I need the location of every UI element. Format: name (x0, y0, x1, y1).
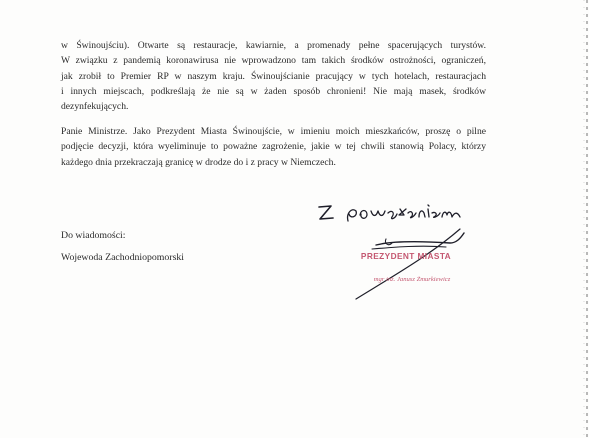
paragraph-1 (61, 38, 486, 114)
paragraph-line: Panie Ministrze. Jako Prezydent Miasta Świnoujście, w imieniu moich mieszkańców, proszę o pilne (61, 126, 486, 137)
stamp-name: mgr inż. Janusz Żmurkiewicz (373, 276, 451, 283)
paragraph-line: jak zrobił to Premier RP w naszym kraju. Świnoujścianie pracujący w tych hotelach, restauracjach (61, 70, 486, 82)
paragraph-line: każdego dnia przekraczają granicę w drodze do i z pracy w Niemczech. (61, 156, 336, 168)
paragraph-line: dezynfekujących. (61, 101, 129, 113)
scan-edge (581, 0, 589, 438)
paragraph-line: w Świnoujściu). Otwarte są restauracje, kawiarnie, a promenady pełne spacerujących turystów. (61, 40, 486, 51)
copy-to-recipient: Wojewoda Zachodniopomorski (61, 252, 185, 263)
paragraph-line: podjęcie decyzji, która wyeliminuje to poważne zagrożenie, jakie w tej chwili stanowią Polacy, którzy (61, 141, 486, 153)
copy-to-heading: Do wiadomości: (61, 230, 126, 241)
stamp-title: PREZYDENT MIASTA (360, 251, 452, 261)
paragraph-line: W związku z pandemią koronawirusa nie wprowadzono tam takich środków ostrożności, ograniczeń, (61, 55, 486, 67)
paragraph-line: i innych miejscach, podkreślają że nie są w żaden sposób chronieni! Nie mają masek, środków (61, 85, 486, 97)
paragraph-2 (61, 124, 486, 170)
